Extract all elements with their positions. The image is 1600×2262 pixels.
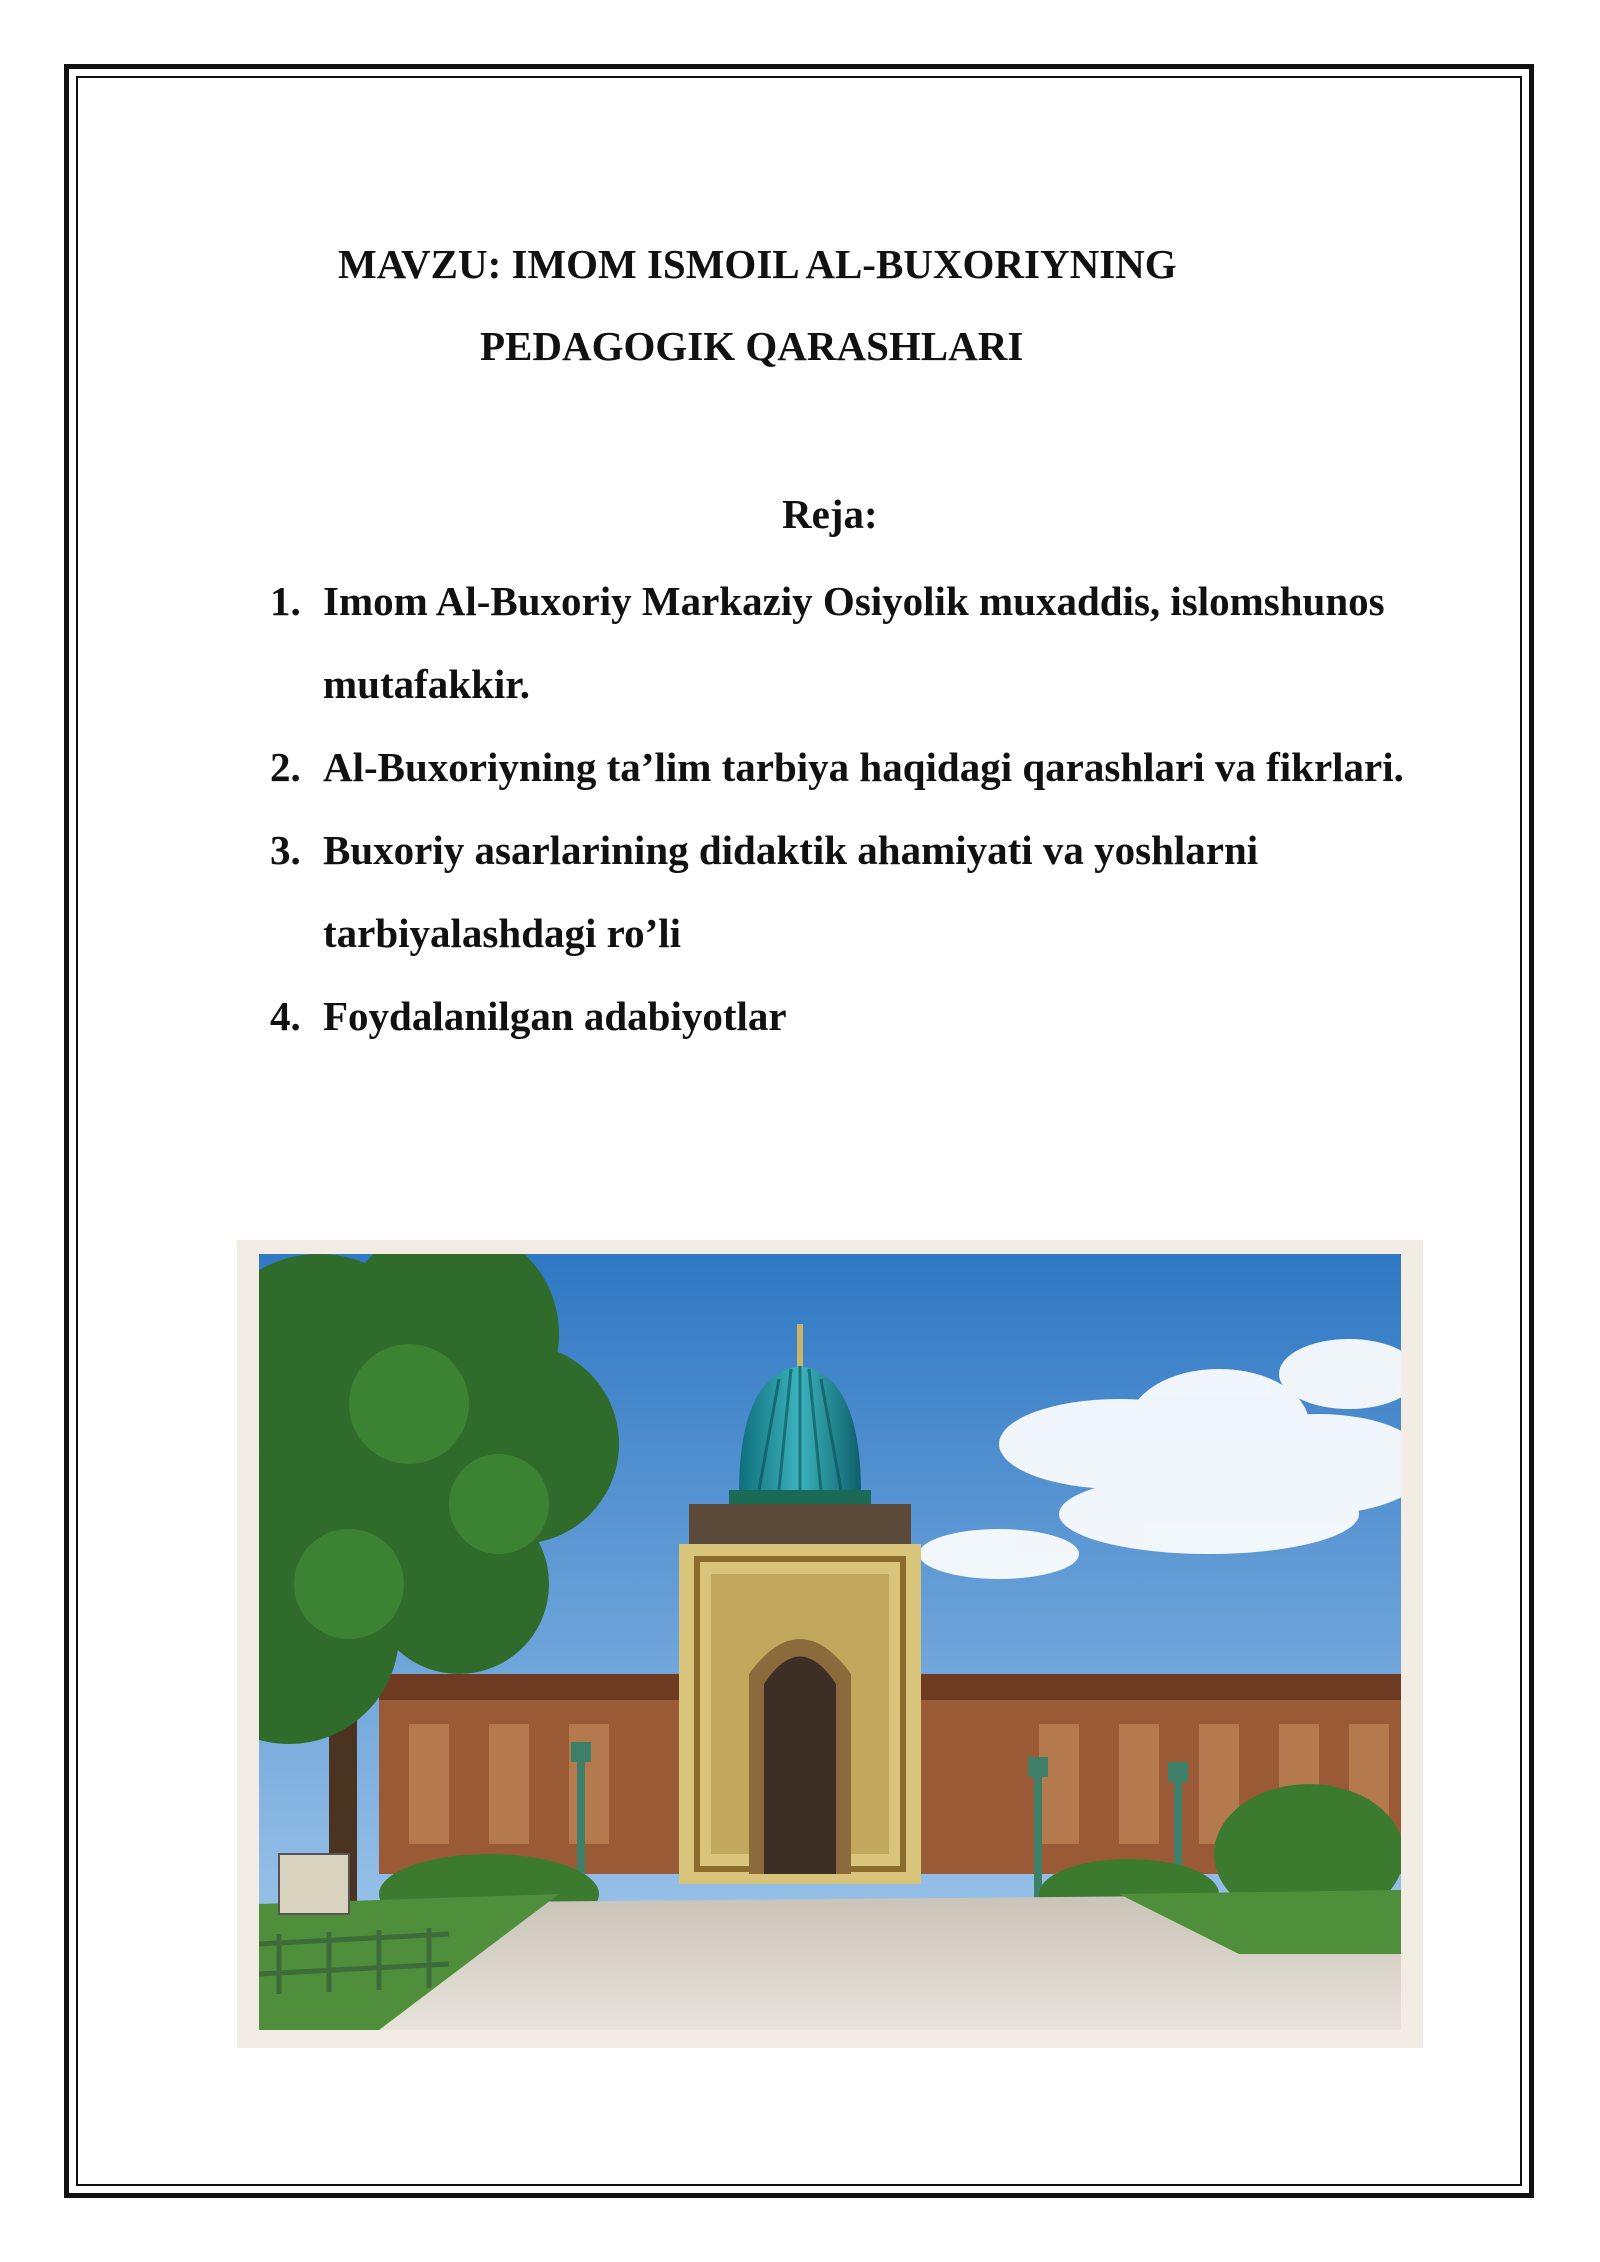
plan-item	[270, 809, 1450, 975]
mausoleum-illustration	[259, 1254, 1401, 2030]
plan-item-number: 4.	[270, 993, 301, 1039]
mausoleum-photo	[237, 1240, 1423, 2048]
plan-list	[270, 560, 1450, 1058]
plan-item	[270, 560, 1450, 726]
plan-item-text: Buxoriy asarlarining didaktik ahamiyati va yoshlarni tarbiyalashdagi ro’li	[323, 827, 1259, 956]
plan-heading: Reja:	[782, 491, 878, 537]
plan-item-number: 1.	[270, 578, 301, 624]
plan-item-text: Imom Al-Buxoriy Markaziy Osiyolik muxaddis, islomshunos mutafakkir.	[323, 578, 1385, 707]
plan-item	[270, 726, 1450, 809]
plan-item	[270, 975, 1450, 1058]
portal-drum	[689, 1504, 911, 1544]
plan-item-number: 3.	[270, 827, 301, 873]
topic-title-line1: MAVZU: IMOM ISMOIL AL-BUXORIYNING	[338, 241, 1177, 287]
plan-item-number: 2.	[270, 744, 301, 790]
topic-title-line2: PEDAGOGIK QARASHLARI	[480, 323, 1024, 369]
info-sign	[279, 1854, 349, 1914]
plan-item-text: Foydalanilgan adabiyotlar	[323, 993, 787, 1039]
plan-item-text: Al-Buxoriyning ta’lim tarbiya haqidagi qarashlari va fikrlari.	[323, 744, 1404, 790]
